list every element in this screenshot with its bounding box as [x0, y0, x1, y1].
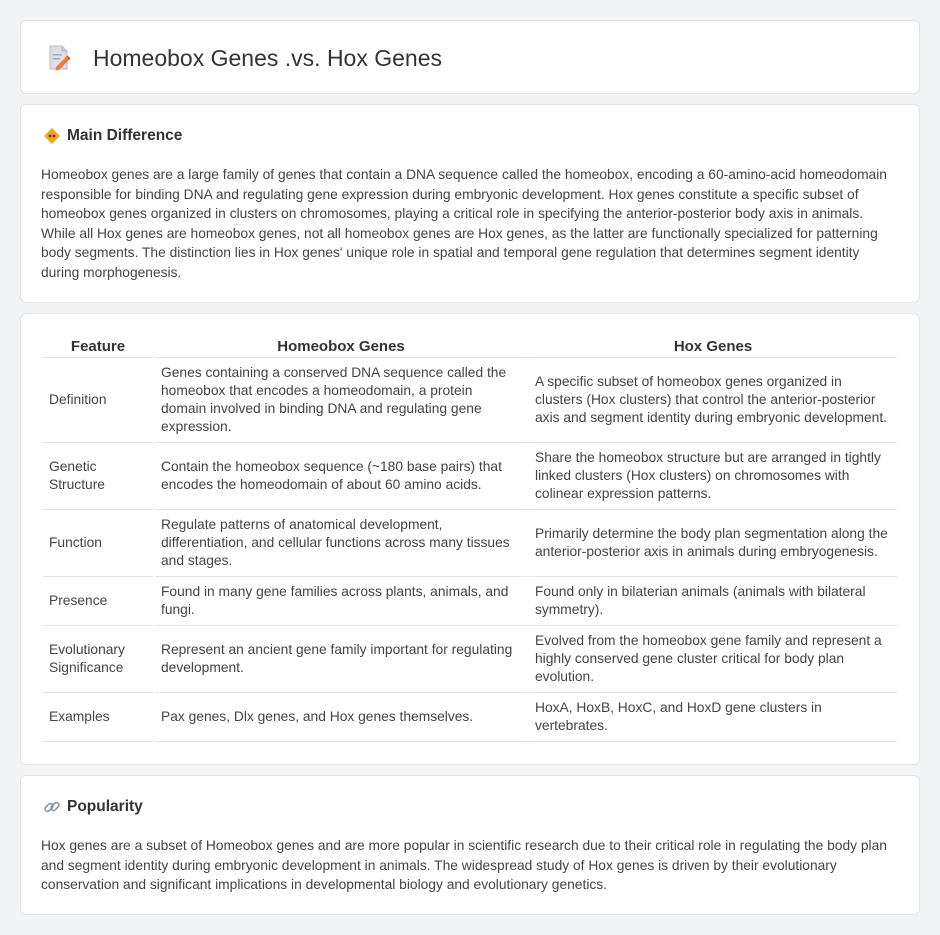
table-row	[43, 443, 897, 510]
table-row	[43, 577, 897, 626]
table-header-row	[43, 334, 897, 358]
header-feature: Feature	[43, 334, 153, 358]
comparison-card	[20, 313, 920, 765]
header-card	[20, 20, 920, 94]
hox-cell: Evolved from the homeobox gene family and represent a highly conserved gene cluster critical for body plan evolution.	[529, 626, 897, 693]
main-difference-title: Main Difference	[67, 127, 183, 144]
diamond-badge-icon	[43, 127, 61, 145]
link-icon	[43, 798, 61, 816]
main-difference-text: Homeobox genes are a large family of genes that contain a DNA sequence called the homeobox, encoding a 60-amino-acid homeodomain responsible for binding DNA and regulating gene expression during embryonic development. Hox genes constitute a specific subset of homeobox genes organized in clusters on chromosomes, playing a critical role in specifying the anterior-posterior body axis in animals. While all Hox genes are homeobox genes, not all homeobox genes are Hox genes, as the latter are functionally specialized for patterning body segments. The distinction lies in Hox genes' unique role in spatial and temporal gene regulation that determines segment identity during morphogenesis.	[41, 167, 887, 280]
document-pencil-icon	[47, 45, 71, 71]
table-row	[43, 358, 897, 443]
homeobox-cell: Contain the homeobox sequence (~180 base pairs) that encodes the homeodomain of about 60 amino acids.	[155, 443, 527, 510]
comparison-table	[41, 334, 899, 742]
table-row	[43, 510, 897, 577]
header-row	[47, 44, 442, 72]
homeobox-cell: Found in many gene families across plants, animals, and fungi.	[155, 577, 527, 626]
popularity-text: Hox genes are a subset of Homeobox genes and are more popular in scientific research due to their critical role in regulating the body plan and segment identity during embryonic development in animals. The widespread study of Hox genes is driven by their evolutionary conservation and significant implications in developmental biology and evolutionary genetics.	[41, 838, 887, 893]
feature-cell: Genetic Structure	[43, 443, 153, 510]
hox-cell: Primarily determine the body plan segmentation along the anterior-posterior axis in animals during embryogenesis.	[529, 510, 897, 577]
hox-cell: Share the homeobox structure but are arranged in tightly linked clusters (Hox clusters) on chromosomes with colinear expression patterns.	[529, 443, 897, 510]
hox-cell: Found only in bilaterian animals (animals with bilateral symmetry).	[529, 577, 897, 626]
table-row	[43, 693, 897, 742]
feature-cell: Examples	[43, 693, 153, 742]
feature-cell: Presence	[43, 577, 153, 626]
page-title: Homeobox Genes .vs. Hox Genes	[93, 45, 442, 71]
main-difference-heading	[43, 127, 182, 145]
popularity-title: Popularity	[67, 798, 143, 815]
popularity-card	[20, 775, 920, 915]
homeobox-cell: Pax genes, Dlx genes, and Hox genes themselves.	[155, 693, 527, 742]
homeobox-cell: Represent an ancient gene family important for regulating development.	[155, 626, 527, 693]
header-hox: Hox Genes	[529, 334, 897, 358]
feature-cell: Definition	[43, 358, 153, 443]
homeobox-cell: Regulate patterns of anatomical development, differentiation, and cellular functions across many tissues and stages.	[155, 510, 527, 577]
popularity-heading	[43, 798, 143, 816]
hox-cell: HoxA, HoxB, HoxC, and HoxD gene clusters in vertebrates.	[529, 693, 897, 742]
main-difference-card	[20, 104, 920, 303]
hox-cell: A specific subset of homeobox genes organized in clusters (Hox clusters) that control the anterior-posterior axis and segment identity during embryonic development.	[529, 358, 897, 443]
table-row	[43, 626, 897, 693]
homeobox-cell: Genes containing a conserved DNA sequence called the homeobox that encodes a homeodomain, a protein domain involved in binding DNA and regulating gene expression.	[155, 358, 527, 443]
header-homeobox: Homeobox Genes	[155, 334, 527, 358]
feature-cell: Function	[43, 510, 153, 577]
feature-cell: Evolutionary Significance	[43, 626, 153, 693]
